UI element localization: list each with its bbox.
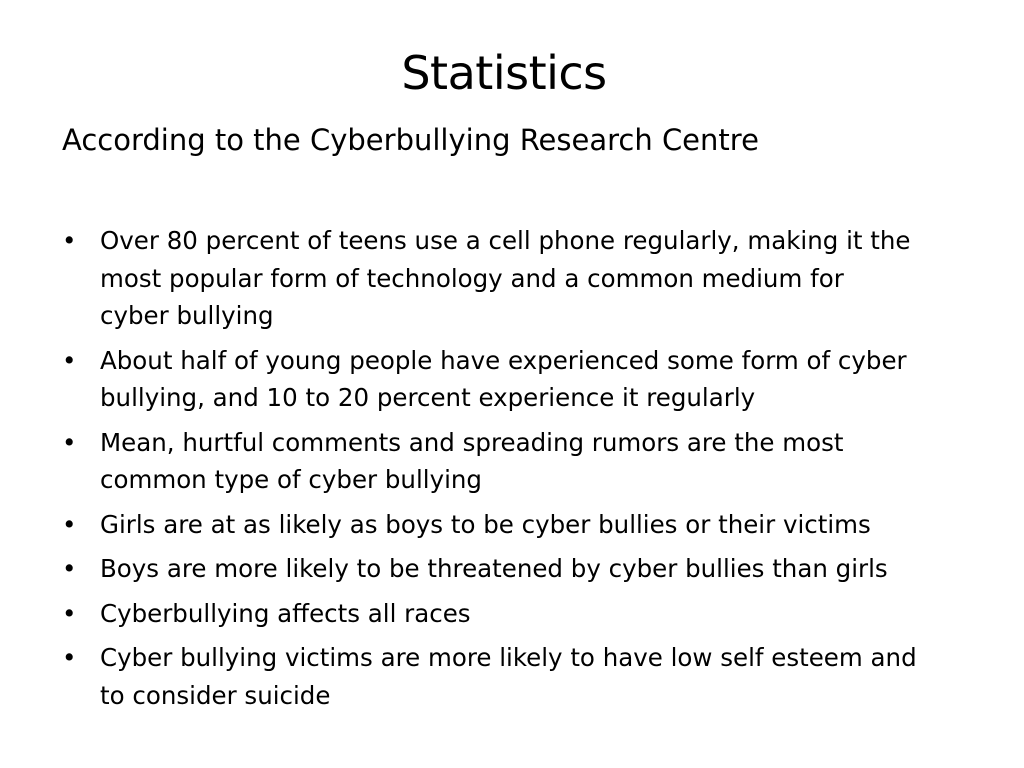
slide-title: Statistics — [401, 46, 607, 100]
bullet-text-line: bullying, and 10 to 20 percent experience it regularly — [100, 383, 756, 412]
bullet-text-line: Over 80 percent of teens use a cell phone regularly, making it the — [100, 226, 911, 255]
bullet-text-line: most popular form of technology and a common medium for — [100, 263, 844, 293]
bullet-text-line: common type of cyber bullying — [100, 465, 482, 494]
bullet-icon: • — [62, 226, 77, 255]
bullet-text-line: About half of young people have experienced some form of cyber — [100, 345, 907, 375]
bullet-text-line: Boys are more likely to be threatened by cyber bullies than girls — [100, 554, 888, 583]
bullet-text-line: Mean, hurtful comments and spreading rumors are the most — [100, 427, 844, 457]
bullet-text-line: cyber bullying — [100, 301, 274, 330]
bullet-item — [62, 424, 962, 499]
bullet-list — [62, 222, 962, 721]
bullet-icon: • — [62, 427, 77, 457]
bullet-text-line: Cyber bullying victims are more likely to have low self esteem and — [100, 643, 917, 672]
bullet-item — [62, 550, 962, 588]
bullet-icon: • — [62, 643, 77, 672]
slide-subtitle: According to the Cyberbullying Research Centre — [62, 123, 759, 157]
bullet-text-line: to consider suicide — [100, 680, 331, 710]
bullet-icon: • — [62, 509, 77, 539]
bullet-item — [62, 222, 962, 335]
bullet-text-line: Cyberbullying affects all races — [100, 598, 471, 628]
bullet-item — [62, 342, 962, 417]
bullet-icon: • — [62, 598, 77, 628]
bullet-text-line: Girls are at as likely as boys to be cyber bullies or their victims — [100, 509, 871, 539]
bullet-icon: • — [62, 345, 77, 375]
bullet-item — [62, 595, 962, 633]
bullet-item — [62, 639, 962, 714]
bullet-item — [62, 506, 962, 544]
bullet-icon: • — [62, 554, 77, 583]
